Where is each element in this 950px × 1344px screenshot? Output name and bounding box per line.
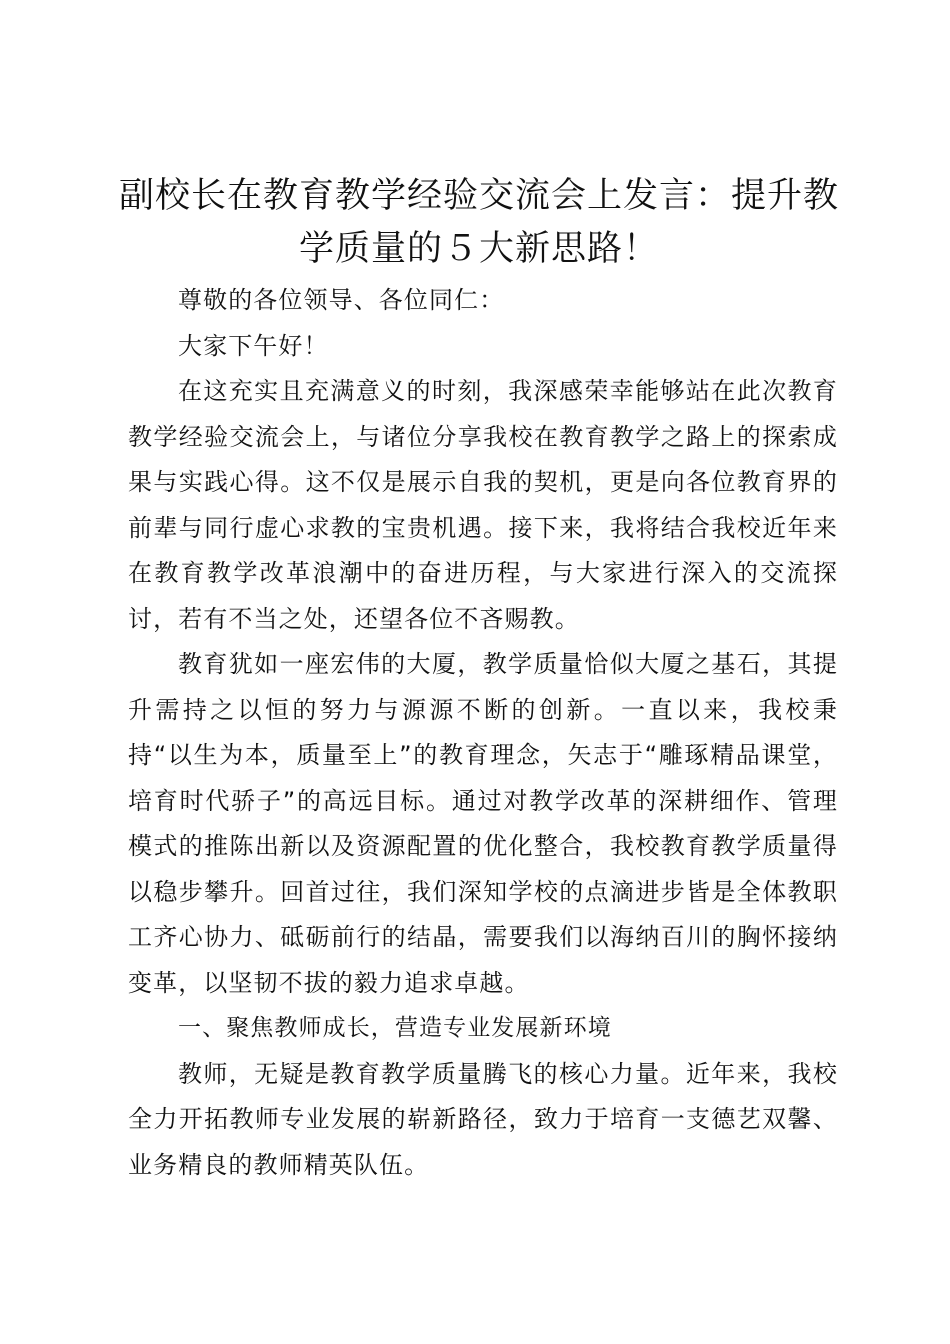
body-paragraph: 教育犹如一座宏伟的大厦，教学质量恰似大厦之基石，其提升需持之以恒的努力与源源不断的创新。一直以来，我校秉持“以生为本，质量至上”的教育理念，矢志于“雕琢精品课堂，培育时代骄子”的高远目标。通过对教学改革的深耕细作、管理模式的推陈出新以及资源配置的优化整合，我校教育教学质量得以稳步攀升。回首过往，我们深知学校的点滴进步皆是全体教职工齐心协力、砥砺前行的结晶，需要我们以海纳百川的胸怀接纳变革，以坚韧不拔的毅力追求卓越。 [128, 650, 838, 997]
document-title: 副校长在教育教学经验交流会上发言：提升教学质量的５大新思路！ [118, 176, 839, 269]
body-paragraph: 在这充实且充满意义的时刻，我深感荣幸能够站在此次教育教学经验交流会上，与诸位分享我校在教育教学之路上的探索成果与实践心得。这不仅是展示自我的契机，更是向各位教育界的前辈与同行虚心求教的宝贵机遇。接下来，我将结合我校近年来在教育教学改革浪潮中的奋进历程，与大家进行深入的交流探讨，若有不当之处，还望各位不吝赐教。 [128, 377, 838, 633]
document-body [128, 278, 838, 1188]
greeting: 大家下午好！ [178, 331, 329, 360]
section-heading: 一、聚焦教师成长，营造专业发展新环境 [178, 1015, 612, 1041]
salutation: 尊敬的各位领导、各位同仁： [178, 286, 505, 314]
section-paragraph: 教师，无疑是教育教学质量腾飞的核心力量。近年来，我校全力开拓教师专业发展的崭新路径，致力于培育一支德艺双馨、业务精良的教师精英队伍。 [128, 1059, 838, 1179]
